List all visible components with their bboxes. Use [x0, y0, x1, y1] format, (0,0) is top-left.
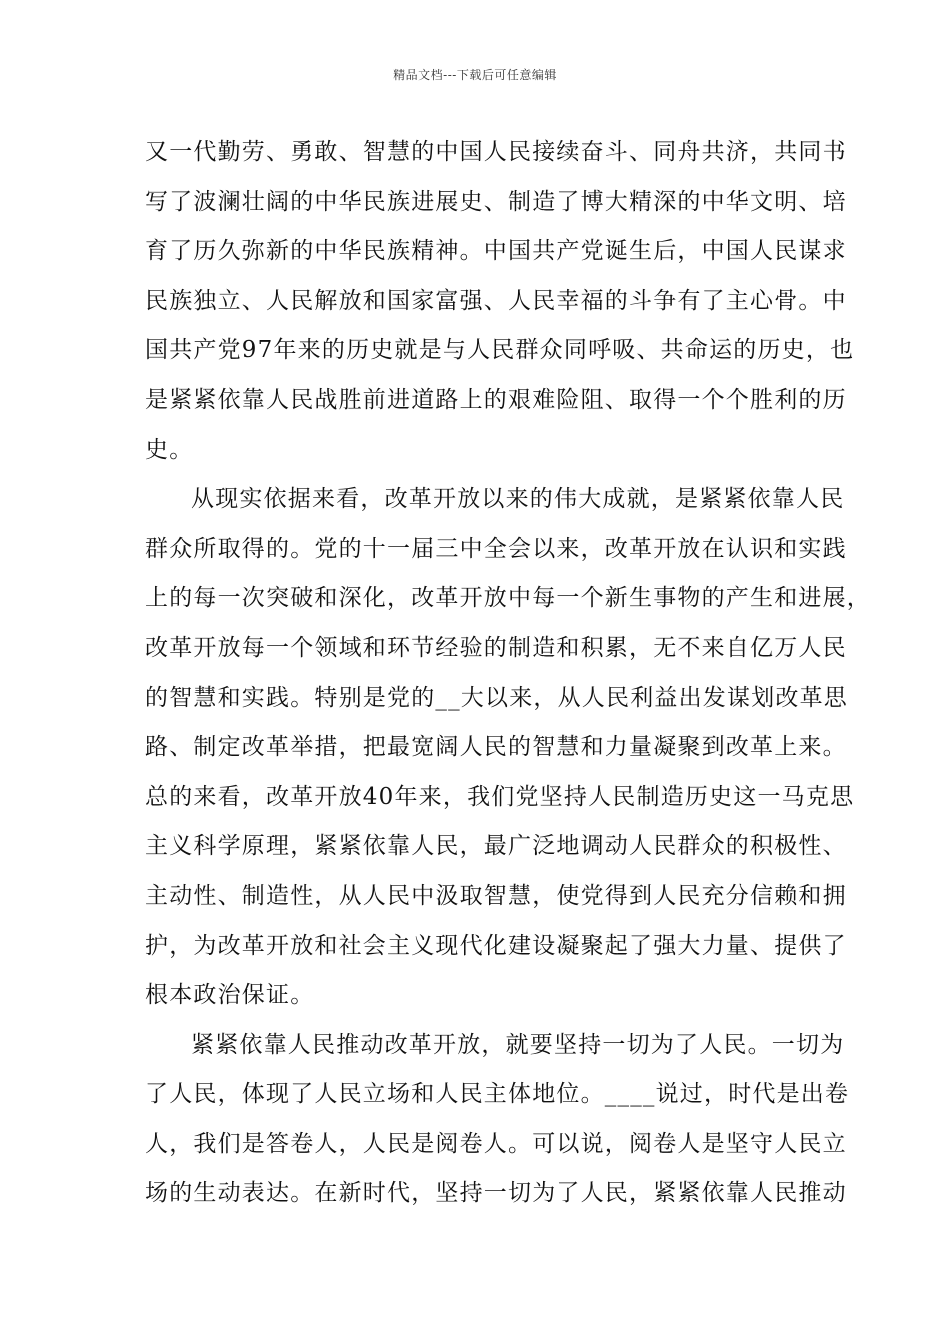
- text-line: 场的生动表达。在新时代，坚持一切为了人民，紧紧依靠人民推动: [145, 1180, 847, 1207]
- text-line: 是紧紧依靠人民战胜前进道路上的艰难险阻、取得一个个胜利的历: [145, 386, 847, 413]
- text-line: 根本政治保证。: [145, 982, 315, 1009]
- page-header: 精品文档---下载后可任意编辑: [393, 68, 557, 82]
- text-line: 史。: [145, 436, 194, 463]
- text-line: 路、制定改革举措，把最宽阔人民的智慧和力量凝聚到改革上来。: [145, 734, 847, 761]
- text-line: 群众所取得的。党的十一届三中全会以来，改革开放在认识和实践: [145, 535, 847, 562]
- text-line: 改革开放每一个领域和环节经验的制造和积累，无不来自亿万人民: [145, 634, 847, 661]
- text-line: 民族独立、人民解放和国家富强、人民幸福的斗争有了主心骨。中: [145, 287, 847, 314]
- text-line: 上的每一次突破和深化，改革开放中每一个新生事物的产生和进展，: [145, 585, 871, 612]
- paragraph-1: [145, 128, 855, 475]
- text-line: 又一代勤劳、勇敢、智慧的中国人民接续奋斗、同舟共济，共同书: [145, 139, 847, 165]
- paragraph-3: [145, 1021, 850, 1219]
- text-line: 的智慧和实践。特别是党的__大以来，从人民利益出发谋划改革思: [145, 684, 848, 711]
- text-line: 了人民，体现了人民立场和人民主体地位。____说过，时代是出卷: [145, 1081, 850, 1108]
- text-line: 护，为改革开放和社会主义现代化建设凝聚起了强大力量、提供了: [145, 932, 847, 959]
- text-line: 总的来看，改革开放40年来，我们党坚持人民制造历史这一马克思: [145, 783, 855, 810]
- text-line: 紧紧依靠人民推动改革开放，就要坚持一切为了人民。一切为: [191, 1031, 845, 1058]
- text-line: 育了历久弥新的中华民族精神。中国共产党诞生后，中国人民谋求: [145, 238, 847, 265]
- paragraph-2: [145, 475, 871, 1021]
- text-line: 人，我们是答卷人，人民是阅卷人。可以说，阅卷人是坚守人民立: [145, 1130, 847, 1157]
- text-line: 主义科学原理，紧紧依靠人民，最广泛地调动人民群众的积极性、: [145, 833, 847, 860]
- text-line: 国共产党97年来的历史就是与人民群众同呼吸、共命运的历史，也: [145, 337, 855, 364]
- text-line: 从现实依据来看，改革开放以来的伟大成就，是紧紧依靠人民: [191, 486, 845, 513]
- text-line: 写了波澜壮阔的中华民族进展史、制造了博大精深的中华文明、培: [145, 188, 847, 215]
- text-line: 主动性、制造性，从人民中汲取智慧，使党得到人民充分信赖和拥: [145, 882, 847, 909]
- document-body: [145, 128, 871, 1219]
